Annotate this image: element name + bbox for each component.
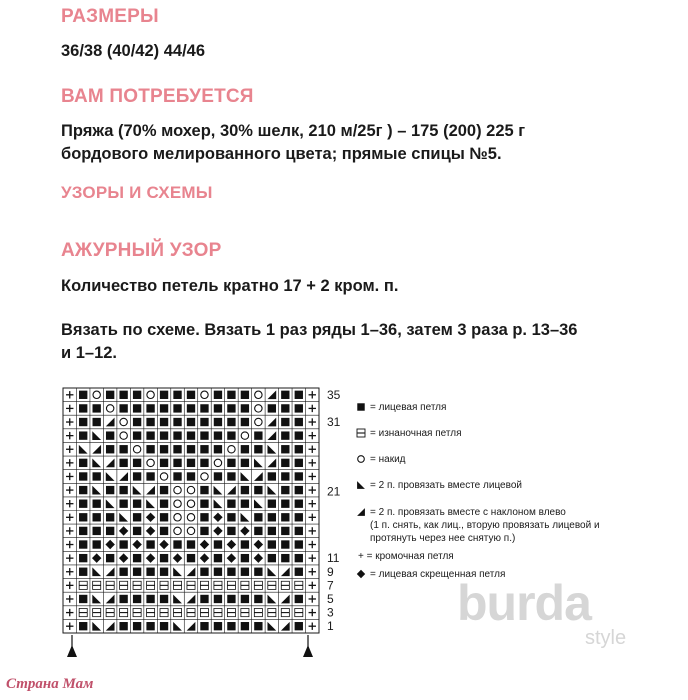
legend-k2tog-symbol bbox=[357, 481, 365, 489]
knit-stitch bbox=[281, 527, 289, 535]
knit-stitch bbox=[281, 513, 289, 521]
knit-stitch bbox=[268, 472, 276, 480]
knit-stitch bbox=[268, 540, 276, 548]
knit-stitch bbox=[227, 404, 235, 412]
legend-yarnover-symbol bbox=[358, 456, 365, 463]
knit-stitch bbox=[187, 554, 195, 562]
knit-stitch bbox=[119, 568, 127, 576]
knit-stitch bbox=[295, 622, 303, 630]
knit-stitch bbox=[187, 472, 195, 480]
yarnover-stitch bbox=[255, 391, 262, 398]
knit-stitch bbox=[295, 431, 303, 439]
knit-stitch bbox=[268, 527, 276, 535]
knit-stitch bbox=[133, 404, 141, 412]
row-number: 21 bbox=[327, 484, 341, 499]
knit-stitch bbox=[146, 404, 154, 412]
knit-stitch bbox=[200, 500, 208, 508]
knit-stitch bbox=[146, 595, 154, 603]
knit-stitch bbox=[254, 568, 262, 576]
legend-label: + = кромочная петля bbox=[358, 551, 454, 562]
knit-stitch bbox=[200, 622, 208, 630]
legend-label: = 2 п. провязать вместе лицевой bbox=[370, 480, 522, 491]
repeat-arrow-head bbox=[303, 645, 313, 657]
knit-stitch bbox=[241, 459, 249, 467]
knit-stitch bbox=[119, 404, 127, 412]
knit-stitch bbox=[241, 418, 249, 426]
knit-stitch bbox=[214, 540, 222, 548]
sizes-text: 36/38 (40/42) 44/46 bbox=[61, 42, 206, 60]
yarnover-stitch bbox=[174, 500, 181, 507]
knit-stitch bbox=[160, 595, 168, 603]
knit-stitch bbox=[160, 404, 168, 412]
knit-stitch bbox=[241, 568, 249, 576]
yarnover-stitch bbox=[133, 446, 140, 453]
knit-stitch bbox=[295, 404, 303, 412]
knit-stitch bbox=[160, 418, 168, 426]
knit-stitch bbox=[214, 418, 222, 426]
knit-stitch bbox=[187, 540, 195, 548]
knit-stitch bbox=[295, 445, 303, 453]
knit-stitch bbox=[173, 445, 181, 453]
knit-stitch bbox=[146, 622, 154, 630]
knit-stitch bbox=[214, 554, 222, 562]
knit-stitch bbox=[133, 391, 141, 399]
yarnover-stitch bbox=[120, 432, 127, 439]
yarnover-stitch bbox=[187, 527, 194, 534]
knit-stitch bbox=[160, 554, 168, 562]
knit-stitch bbox=[281, 554, 289, 562]
knit-stitch bbox=[281, 540, 289, 548]
lace-heading: АЖУРНЫЙ УЗОР bbox=[61, 240, 222, 261]
patterns-heading: УЗОРЫ И СХЕМЫ bbox=[61, 183, 213, 202]
yarnover-stitch bbox=[187, 486, 194, 493]
row-number: 9 bbox=[327, 564, 334, 579]
yarnover-stitch bbox=[174, 527, 181, 534]
legend-label: = накид bbox=[370, 454, 406, 465]
knit-stitch bbox=[295, 540, 303, 548]
knit-stitch bbox=[241, 554, 249, 562]
knit-stitch bbox=[133, 500, 141, 508]
knit-stitch bbox=[133, 527, 141, 535]
knit-stitch bbox=[79, 431, 87, 439]
legend-ssk-symbol bbox=[357, 508, 365, 516]
knit-stitch bbox=[227, 500, 235, 508]
knit-stitch bbox=[79, 622, 87, 630]
knit-stitch bbox=[214, 445, 222, 453]
yarnover-stitch bbox=[228, 446, 235, 453]
knit-stitch bbox=[79, 500, 87, 508]
knit-stitch bbox=[79, 513, 87, 521]
knit-stitch bbox=[281, 472, 289, 480]
knit-stitch bbox=[200, 527, 208, 535]
knit-stitch bbox=[173, 431, 181, 439]
knit-stitch bbox=[214, 595, 222, 603]
knit-stitch bbox=[173, 459, 181, 467]
knit-stitch bbox=[133, 459, 141, 467]
knit-stitch bbox=[241, 445, 249, 453]
knit-stitch bbox=[281, 459, 289, 467]
knit-stitch bbox=[106, 554, 114, 562]
knit-stitch bbox=[254, 595, 262, 603]
yarnover-stitch bbox=[201, 473, 208, 480]
row-number: 7 bbox=[327, 578, 334, 593]
knit-stitch bbox=[281, 431, 289, 439]
knit-stitch bbox=[93, 404, 101, 412]
knit-stitch bbox=[160, 431, 168, 439]
knit-stitch bbox=[200, 404, 208, 412]
row-number: 31 bbox=[327, 415, 341, 430]
row-number: 3 bbox=[327, 605, 334, 620]
knit-stitch bbox=[93, 418, 101, 426]
knit-stitch bbox=[227, 513, 235, 521]
knit-stitch bbox=[227, 527, 235, 535]
knit-stitch bbox=[200, 486, 208, 494]
knit-stitch bbox=[200, 431, 208, 439]
yarnover-stitch bbox=[147, 391, 154, 398]
knit-stitch bbox=[173, 418, 181, 426]
knit-stitch bbox=[119, 486, 127, 494]
knit-stitch bbox=[79, 540, 87, 548]
knit-stitch bbox=[200, 445, 208, 453]
knit-stitch bbox=[214, 472, 222, 480]
knit-stitch bbox=[187, 431, 195, 439]
knit-stitch bbox=[227, 595, 235, 603]
knit-stitch bbox=[119, 500, 127, 508]
knit-stitch bbox=[200, 459, 208, 467]
knit-stitch bbox=[79, 554, 87, 562]
knit-stitch bbox=[268, 500, 276, 508]
knit-stitch bbox=[173, 540, 181, 548]
knit-stitch bbox=[160, 568, 168, 576]
knit-stitch bbox=[227, 568, 235, 576]
knit-stitch bbox=[227, 418, 235, 426]
knit-stitch bbox=[200, 568, 208, 576]
knit-stitch bbox=[79, 527, 87, 535]
knit-stitch bbox=[133, 568, 141, 576]
knit-stitch bbox=[160, 459, 168, 467]
yarnover-stitch bbox=[120, 418, 127, 425]
legend-label: (1 п. снять, как лиц., вторую провязать лицевой и bbox=[370, 520, 600, 531]
knit-stitch bbox=[119, 391, 127, 399]
legend-label: = лицевая петля bbox=[370, 402, 447, 413]
knit-stitch bbox=[268, 554, 276, 562]
knit-stitch bbox=[173, 472, 181, 480]
knit-stitch bbox=[268, 513, 276, 521]
knit-stitch bbox=[93, 527, 101, 535]
knit-stitch bbox=[254, 486, 262, 494]
knit-stitch bbox=[214, 622, 222, 630]
knit-stitch bbox=[133, 431, 141, 439]
knit-stitch bbox=[187, 391, 195, 399]
knit-stitch bbox=[133, 595, 141, 603]
knit-stitch bbox=[160, 500, 168, 508]
knit-stitch bbox=[119, 459, 127, 467]
knit-stitch bbox=[79, 472, 87, 480]
knit-stitch bbox=[241, 595, 249, 603]
knit-stitch bbox=[146, 431, 154, 439]
row-number: 35 bbox=[327, 387, 341, 402]
knit-stitch bbox=[227, 472, 235, 480]
materials-line-1: Пряжа (70% мохер, 30% шелк, 210 м/25г ) – 175 (200) 225 г bbox=[61, 122, 526, 140]
knit-stitch bbox=[295, 500, 303, 508]
knit-stitch bbox=[146, 568, 154, 576]
knit-stitch bbox=[93, 500, 101, 508]
knit-stitch bbox=[281, 500, 289, 508]
knit-stitch bbox=[133, 622, 141, 630]
yarnover-stitch bbox=[214, 459, 221, 466]
row-number: 11 bbox=[327, 551, 340, 566]
knit-stitch bbox=[281, 404, 289, 412]
yarnover-stitch bbox=[255, 405, 262, 412]
knit-stitch bbox=[160, 622, 168, 630]
knit-stitch bbox=[295, 568, 303, 576]
knit-stitch bbox=[281, 418, 289, 426]
yarnover-stitch bbox=[174, 486, 181, 493]
knit-stitch bbox=[106, 391, 114, 399]
knit-stitch bbox=[295, 459, 303, 467]
knit-stitch bbox=[79, 459, 87, 467]
knit-stitch bbox=[106, 527, 114, 535]
sizes-heading: РАЗМЕРЫ bbox=[61, 6, 159, 27]
knit-stitch bbox=[79, 404, 87, 412]
knit-stitch bbox=[241, 404, 249, 412]
knit-stitch bbox=[187, 404, 195, 412]
knit-stitch bbox=[241, 486, 249, 494]
legend-label: протянуть через нее снятую п.) bbox=[370, 533, 516, 544]
yarnover-stitch bbox=[174, 514, 181, 521]
knit-stitch bbox=[133, 418, 141, 426]
knit-stitch bbox=[93, 472, 101, 480]
knit-stitch bbox=[79, 568, 87, 576]
knit-stitch bbox=[146, 418, 154, 426]
knit-stitch bbox=[241, 622, 249, 630]
knit-stitch bbox=[268, 404, 276, 412]
knit-stitch bbox=[281, 445, 289, 453]
knit-stitch bbox=[227, 622, 235, 630]
knit-stitch bbox=[241, 500, 249, 508]
knit-stitch bbox=[93, 513, 101, 521]
knit-stitch bbox=[93, 540, 101, 548]
knit-stitch bbox=[146, 472, 154, 480]
legend-knit-symbol bbox=[357, 403, 364, 410]
knit-stitch bbox=[79, 486, 87, 494]
legend-label: = 2 п. провязать вместе с наклоном влево bbox=[370, 507, 566, 518]
legend-label: = изнаночная петля bbox=[370, 428, 462, 439]
knit-stitch bbox=[133, 513, 141, 521]
knit-stitch bbox=[106, 486, 114, 494]
repeat-arrow-head bbox=[67, 645, 77, 657]
knit-stitch bbox=[254, 431, 262, 439]
lace-text-2a: Вязать по схеме. Вязать 1 раз ряды 1–36, затем 3 раза р. 13–36 bbox=[61, 321, 578, 339]
knit-stitch bbox=[79, 595, 87, 603]
knit-stitch bbox=[119, 445, 127, 453]
knit-stitch bbox=[106, 445, 114, 453]
yarnover-stitch bbox=[201, 391, 208, 398]
knit-stitch bbox=[160, 445, 168, 453]
knit-stitch bbox=[160, 391, 168, 399]
knit-stitch bbox=[281, 391, 289, 399]
yarnover-stitch bbox=[160, 473, 167, 480]
knit-stitch bbox=[160, 486, 168, 494]
row-number: 1 bbox=[327, 619, 334, 634]
yarnover-stitch bbox=[93, 391, 100, 398]
knit-stitch bbox=[133, 472, 141, 480]
row-number: 5 bbox=[327, 591, 334, 606]
knit-stitch bbox=[146, 540, 154, 548]
knit-stitch bbox=[241, 391, 249, 399]
knit-stitch bbox=[187, 445, 195, 453]
knit-stitch bbox=[200, 418, 208, 426]
yarnover-stitch bbox=[106, 405, 113, 412]
knit-stitch bbox=[254, 445, 262, 453]
knit-stitch bbox=[200, 513, 208, 521]
knit-stitch bbox=[281, 486, 289, 494]
knit-stitch bbox=[133, 554, 141, 562]
knit-stitch bbox=[227, 391, 235, 399]
knit-stitch bbox=[160, 527, 168, 535]
lace-text-1: Количество петель кратно 17 + 2 кром. п. bbox=[61, 277, 399, 295]
knit-stitch bbox=[254, 527, 262, 535]
knit-stitch bbox=[254, 513, 262, 521]
knit-stitch bbox=[295, 527, 303, 535]
knit-stitch bbox=[214, 568, 222, 576]
knit-stitch bbox=[200, 595, 208, 603]
knit-stitch bbox=[79, 418, 87, 426]
knit-stitch bbox=[295, 472, 303, 480]
materials-line-2: бордового мелированного цвета; прямые спицы №5. bbox=[61, 145, 502, 163]
knit-stitch bbox=[214, 391, 222, 399]
knit-stitch bbox=[295, 513, 303, 521]
knit-stitch bbox=[295, 595, 303, 603]
knit-stitch bbox=[295, 418, 303, 426]
yarnover-stitch bbox=[187, 514, 194, 521]
burda-style-logo: style bbox=[585, 627, 627, 649]
knit-stitch bbox=[254, 622, 262, 630]
knit-stitch bbox=[187, 459, 195, 467]
materials-heading: ВАМ ПОТРЕБУЕТСЯ bbox=[61, 86, 254, 107]
yarnover-stitch bbox=[187, 500, 194, 507]
knit-stitch bbox=[295, 486, 303, 494]
knit-stitch bbox=[187, 418, 195, 426]
knit-stitch bbox=[119, 540, 127, 548]
lace-text-2b: и 1–12. bbox=[61, 344, 118, 362]
knit-stitch bbox=[106, 431, 114, 439]
yarnover-stitch bbox=[255, 418, 262, 425]
burda-logo: burda bbox=[457, 575, 591, 631]
knit-stitch bbox=[295, 391, 303, 399]
knit-stitch bbox=[79, 391, 87, 399]
legend-twisted-symbol bbox=[357, 570, 365, 578]
knit-stitch bbox=[106, 513, 114, 521]
knit-stitch bbox=[214, 431, 222, 439]
knit-stitch bbox=[146, 445, 154, 453]
knit-stitch bbox=[295, 554, 303, 562]
knit-stitch bbox=[119, 622, 127, 630]
knit-stitch bbox=[119, 595, 127, 603]
knit-stitch bbox=[214, 404, 222, 412]
knit-stitch bbox=[227, 431, 235, 439]
knit-stitch bbox=[173, 391, 181, 399]
knit-stitch bbox=[227, 459, 235, 467]
legend-label: = лицевая скрещенная петля bbox=[370, 569, 506, 580]
knit-stitch bbox=[173, 404, 181, 412]
knit-stitch bbox=[160, 513, 168, 521]
site-watermark: Страна Мам bbox=[6, 676, 94, 692]
yarnover-stitch bbox=[147, 459, 154, 466]
yarnover-stitch bbox=[241, 432, 248, 439]
knit-stitch bbox=[241, 540, 249, 548]
